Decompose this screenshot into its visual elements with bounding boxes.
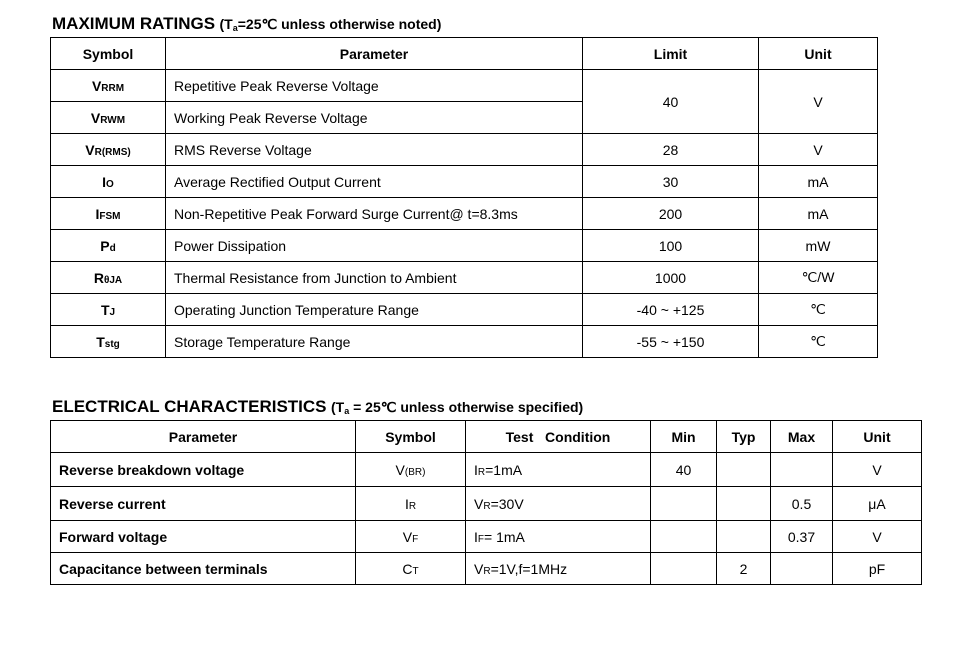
symbol-cell: IR <box>356 487 466 521</box>
unit-cell: V <box>833 521 922 553</box>
table-row <box>51 453 922 487</box>
elec-heading: ELECTRICAL CHARACTERISTICS <box>52 397 327 416</box>
limit-cell: 40 <box>583 70 759 134</box>
header-limit: Limit <box>583 38 759 70</box>
table-row <box>51 294 878 326</box>
parameter-cell: Average Rectified Output Current <box>166 166 583 198</box>
parameter-cell: Storage Temperature Range <box>166 326 583 358</box>
parameter-cell: Repetitive Peak Reverse Voltage <box>166 70 583 102</box>
symbol-cell: TJ <box>51 294 166 326</box>
symbol-cell: VRWM <box>51 102 166 134</box>
header-min: Min <box>651 421 717 453</box>
max-ratings-title <box>52 14 441 34</box>
header-parameter: Parameter <box>51 421 356 453</box>
parameter-cell: Operating Junction Temperature Range <box>166 294 583 326</box>
condition-cell: IR=1mA <box>466 453 651 487</box>
table-row <box>51 230 878 262</box>
table-row <box>51 262 878 294</box>
parameter-cell: Non-Repetitive Peak Forward Surge Current@ t=8.3ms <box>166 198 583 230</box>
unit-cell: μA <box>833 487 922 521</box>
min-cell: 40 <box>651 453 717 487</box>
symbol-cell: VR(RMS) <box>51 134 166 166</box>
header-unit: Unit <box>759 38 878 70</box>
unit-cell: V <box>833 453 922 487</box>
parameter-cell: Thermal Resistance from Junction to Ambient <box>166 262 583 294</box>
parameter-cell: Working Peak Reverse Voltage <box>166 102 583 134</box>
header-parameter: Parameter <box>166 38 583 70</box>
condition-cell: VR=1V,f=1MHz <box>466 553 651 585</box>
unit-cell: mA <box>759 166 878 198</box>
min-cell <box>651 521 717 553</box>
max-cell <box>771 553 833 585</box>
table-row <box>51 521 922 553</box>
symbol-cell: IFSM <box>51 198 166 230</box>
min-cell <box>651 553 717 585</box>
unit-cell: V <box>759 70 878 134</box>
elec-title <box>52 397 583 417</box>
header-test-condition: Test Condition <box>466 421 651 453</box>
table-row <box>51 70 878 102</box>
parameter-cell: Forward voltage <box>51 521 356 553</box>
min-cell <box>651 487 717 521</box>
header-symbol: Symbol <box>356 421 466 453</box>
symbol-cell: CT <box>356 553 466 585</box>
parameter-cell: RMS Reverse Voltage <box>166 134 583 166</box>
table-row <box>51 487 922 521</box>
unit-cell: ℃ <box>759 294 878 326</box>
header-typ: Typ <box>717 421 771 453</box>
parameter-cell: Power Dissipation <box>166 230 583 262</box>
header-unit: Unit <box>833 421 922 453</box>
table-row <box>51 134 878 166</box>
limit-cell: -40 ~ +125 <box>583 294 759 326</box>
unit-cell: ℃/W <box>759 262 878 294</box>
unit-cell: mA <box>759 198 878 230</box>
symbol-cell: Pd <box>51 230 166 262</box>
symbol-cell: Tstg <box>51 326 166 358</box>
max-ratings-condition: ($T_a=25℃$ unless otherwise noted) <box>219 16 442 33</box>
limit-cell: 1000 <box>583 262 759 294</box>
typ-cell <box>717 521 771 553</box>
table-header-row <box>51 421 922 453</box>
unit-cell: ℃ <box>759 326 878 358</box>
unit-cell: mW <box>759 230 878 262</box>
elec-table <box>50 420 922 585</box>
symbol-cell: RθJA <box>51 262 166 294</box>
unit-cell: pF <box>833 553 922 585</box>
typ-cell <box>717 487 771 521</box>
symbol-cell: VRRM <box>51 70 166 102</box>
parameter-cell: Capacitance between terminals <box>51 553 356 585</box>
max-cell: 0.37 <box>771 521 833 553</box>
limit-cell: 100 <box>583 230 759 262</box>
typ-cell <box>717 453 771 487</box>
limit-cell: 28 <box>583 134 759 166</box>
parameter-cell: Reverse breakdown voltage <box>51 453 356 487</box>
unit-cell: V <box>759 134 878 166</box>
limit-cell: 30 <box>583 166 759 198</box>
table-row <box>51 166 878 198</box>
max-cell <box>771 453 833 487</box>
parameter-cell: Reverse current <box>51 487 356 521</box>
header-max: Max <box>771 421 833 453</box>
max-ratings-table <box>50 37 878 358</box>
header-symbol: Symbol <box>51 38 166 70</box>
table-row <box>51 326 878 358</box>
table-header-row <box>51 38 878 70</box>
condition-cell: VR=30V <box>466 487 651 521</box>
table-row <box>51 198 878 230</box>
limit-cell: 200 <box>583 198 759 230</box>
table-row <box>51 553 922 585</box>
elec-condition: ($T_a$ = 25℃ unless otherwise specified) <box>330 399 584 416</box>
symbol-cell: V(BR) <box>356 453 466 487</box>
symbol-cell: IO <box>51 166 166 198</box>
max-cell: 0.5 <box>771 487 833 521</box>
max-ratings-heading: MAXIMUM RATINGS <box>52 14 216 33</box>
limit-cell: -55 ~ +150 <box>583 326 759 358</box>
symbol-cell: VF <box>356 521 466 553</box>
typ-cell: 2 <box>717 553 771 585</box>
condition-cell: IF= 1mA <box>466 521 651 553</box>
